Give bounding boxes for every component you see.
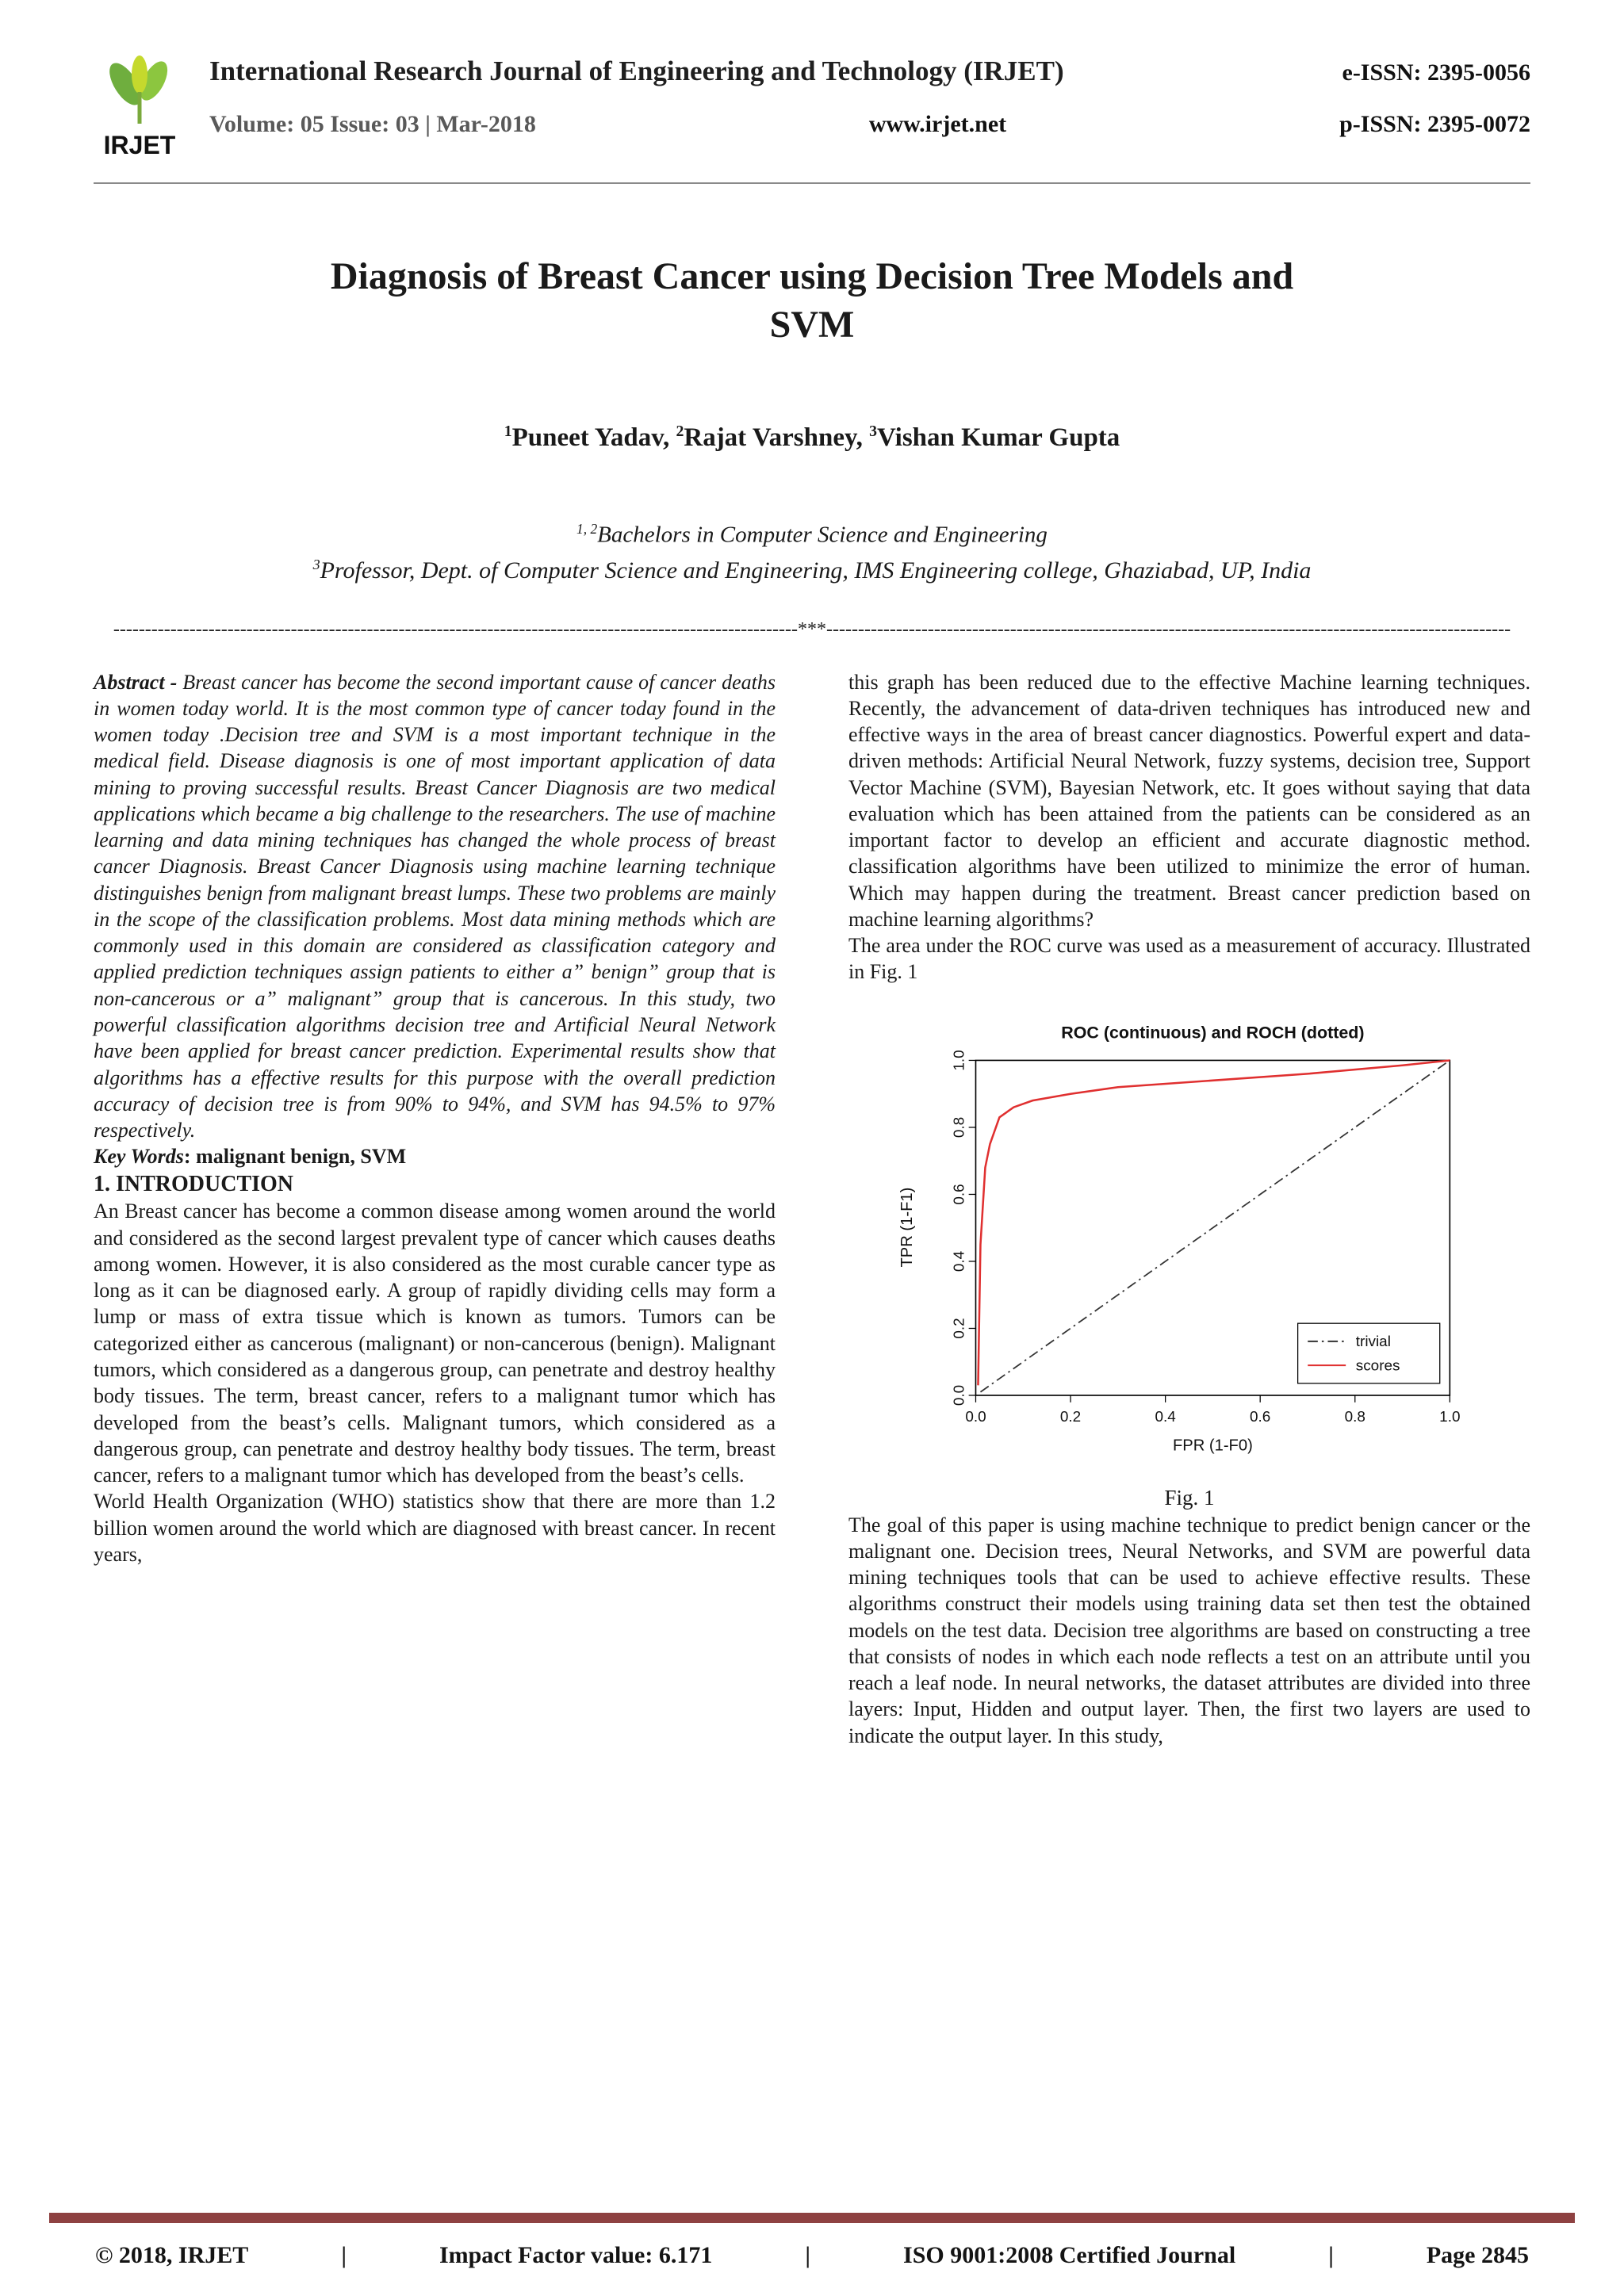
svg-text:0.8: 0.8 [950, 1116, 967, 1138]
abstract-text: Breast cancer has become the second important cause of cancer deaths in women today world. It is the most common type of cancer today found in the women today .Decision tree and SVM is a most important technique in the medical field. Disease diagnosis is one of most important application of data mining to proving successful results. Breast Cancer Diagnosis are two medical applications which became a big challenge to the researchers. The use of machine learning and data mining techniques has changed the whole process of breast cancer Diagnosis. Breast Cancer Diagnosis using machine learning technique distinguishes benign from malignant breast lumps. These two problems are mainly in the scope of the classification problems. Most data mining methods which are commonly used in this domain are considered as classification category and applied prediction techniques assign patients to either a” benign” group that is non-cancerous or a” malignant” group that is cancerous. In this study, two powerful classification algorithms decision tree and Artificial Neural Network have been applied for breast cancer prediction. Experimental results show that algorithms has a effective results for this purpose with the overall prediction accuracy of decision tree is from 90% to 94%, and SVM has 94.5% to 97% respectively. [94, 670, 776, 1142]
two-column-body [94, 669, 1530, 1749]
volume-issue: Volume: 05 Issue: 03 | Mar-2018 [209, 111, 536, 137]
page-footer [49, 2213, 1575, 2269]
author-2-name: Rajat Varshney, [684, 423, 870, 452]
chart-title: ROC (continuous) and ROCH (dotted) [1060, 1023, 1365, 1043]
footer-impact-factor: Impact Factor value: 6.171 [439, 2242, 713, 2268]
abstract-paragraph [94, 669, 776, 1144]
keywords-line [94, 1143, 776, 1169]
section-separator: ------------------------------------------------------------------------------------------------------------***------------------------------------------------------------------------------------------------------------ [113, 618, 1511, 640]
right-column [848, 669, 1530, 1749]
chart-plot-area [951, 1050, 1460, 1425]
keywords-label: Key Words [94, 1145, 184, 1169]
author-1-name: Puneet Yadav, [511, 423, 676, 452]
footer-iso: ISO 9001:2008 Certified Journal [903, 2242, 1236, 2268]
footer-text [95, 2242, 1529, 2269]
section-1-heading: 1. INTRODUCTION [94, 1171, 294, 1196]
right-paragraph-1b: The area under the ROC curve was used as a measurement of accuracy. Illustrated in Fig. 1 [848, 934, 1530, 984]
abstract-label: Abstract - [94, 670, 178, 694]
chart-ylabel: TPR (1-F1) [898, 1187, 916, 1268]
svg-text:1.0: 1.0 [950, 1050, 967, 1071]
header-text [209, 48, 1530, 138]
svg-text:scores: scores [1355, 1357, 1400, 1375]
svg-text:0.0: 0.0 [964, 1408, 986, 1425]
footer-divider-1: | [341, 2242, 347, 2268]
keywords-text: : malignant benign, SVM [183, 1145, 407, 1169]
footer-divider-3: | [1328, 2242, 1334, 2268]
intro-paragraph-2: World Health Organization (WHO) statistics show that there are more than 1.2 billion women around the world which are diagnosed with breast cancer. In recent years, [94, 1490, 776, 1566]
paper-title-line1: Diagnosis of Breast Cancer using Decision Tree Models and [330, 255, 1294, 297]
journal-name: International Research Journal of Engineering and Technology (IRJET) [209, 55, 1064, 86]
svg-text:0.6: 0.6 [950, 1184, 967, 1205]
svg-text:0.2: 0.2 [1059, 1408, 1081, 1425]
svg-text:0.6: 0.6 [1249, 1408, 1270, 1425]
svg-text:0.2: 0.2 [950, 1318, 967, 1339]
figure-1-caption: Fig. 1 [1164, 1486, 1215, 1510]
author-3-name: Vishan Kumar Gupta [877, 423, 1120, 452]
authors-line [94, 423, 1530, 453]
svg-text:0.4: 0.4 [950, 1250, 967, 1272]
svg-text:0.0: 0.0 [950, 1384, 967, 1406]
intro-paragraph-1: An Breast cancer has become a common disease among women around the world and considered as the second largest prevalent type of cancer which causes deaths among women. However, it is also considered as the most curable cancer type as long as it can be diagnosed early. A group of rapidly dividing cells may form a lump or mass of extra tissue which is known as tumors. Tumors can be categorized either as cancerous (malignant) or non-cancerous (benign). Malignant tumors, which considered as a dangerous group, can penetrate and destroy healthy body tissues. The term, breast cancer, refers to a malignant tumor which has developed from the beast’s cells. Malignant tumors, which considered as a dangerous group, can penetrate and destroy healthy body tissues. The term, breast cancer, refers to a malignant tumor which has developed from the beast’s cells. [94, 1200, 776, 1487]
footer-bar [49, 2213, 1575, 2223]
left-column [94, 669, 776, 1749]
affiliation-2-sup: 3 [312, 556, 320, 572]
p-issn: p-ISSN: 2395-0072 [1339, 111, 1530, 137]
affiliation-1-sup: 1, 2 [576, 520, 598, 537]
figure-1 [890, 1020, 1490, 1512]
paper-title-line2: SVM [769, 304, 855, 346]
affiliation-2-text: Professor, Dept. of Computer Science and Engineering, IMS Engineering college, Ghaziabad, UP, India [320, 557, 1312, 584]
right-paragraph-2: The goal of this paper is using machine technique to predict benign cancer or the malignant one. Decision trees, Neural Networks, and SVM are powerful data mining techniques tools that can be used to achieve effective results. These algorithms construct their models using training data set then test the obtained models on the test data. Decision tree algorithms are based on constructing a tree that consists of nodes in which each node reflects a test on an attribute until you reach a leaf node. In neural networks, the dataset attributes are divided into three layers: Input, Hidden and output layer. Then, the first two layers are used to indicate the output layer. In this study, [848, 1513, 1530, 1747]
footer-divider-2: | [805, 2242, 810, 2268]
author-3-sup: 3 [869, 422, 878, 440]
svg-text:trivial: trivial [1355, 1333, 1391, 1350]
e-issn: e-ISSN: 2395-0056 [1342, 59, 1530, 86]
footer-copyright: © 2018, IRJET [95, 2242, 249, 2268]
footer-page-number: Page 2845 [1426, 2242, 1529, 2268]
affiliation-1 [94, 521, 1530, 549]
leaf-sprout-logo-icon [94, 48, 186, 168]
paper-title [94, 252, 1530, 350]
logo-text: IRJET [103, 131, 176, 159]
svg-text:1.0: 1.0 [1438, 1408, 1461, 1425]
affiliation-2 [94, 557, 1530, 584]
svg-text:0.4: 0.4 [1155, 1408, 1176, 1425]
journal-header [94, 48, 1530, 184]
author-2-sup: 2 [676, 422, 684, 440]
svg-text:0.8: 0.8 [1344, 1408, 1365, 1425]
journal-website-link[interactable]: www.irjet.net [868, 111, 1007, 137]
author-1-sup: 1 [504, 422, 512, 440]
roc-chart [890, 1020, 1490, 1465]
right-paragraph-1: this graph has been reduced due to the effective Machine learning techniques. Recently, the advancement of data-driven techniques has introduced new and effective ways in the area of breast cancer diagnostics. Powerful expert and data-driven methods: Artificial Neural Network, fuzzy systems, decision tree, Support Vector Machine (SVM), Bayesian Network, etc. It goes without saying that data evaluation which has been attained from the patients can be considered as an important factor to develop an efficient and accurate diagnostic method. classification algorithms have been utilized to minimize the error of human. Which may happen during the treatment. Breast cancer prediction based on machine learning algorithms? [848, 670, 1530, 931]
chart-xlabel: FPR (1-F0) [1172, 1437, 1253, 1455]
affiliation-1-text: Bachelors in Computer Science and Engineering [597, 522, 1048, 548]
irjet-logo [94, 48, 186, 168]
